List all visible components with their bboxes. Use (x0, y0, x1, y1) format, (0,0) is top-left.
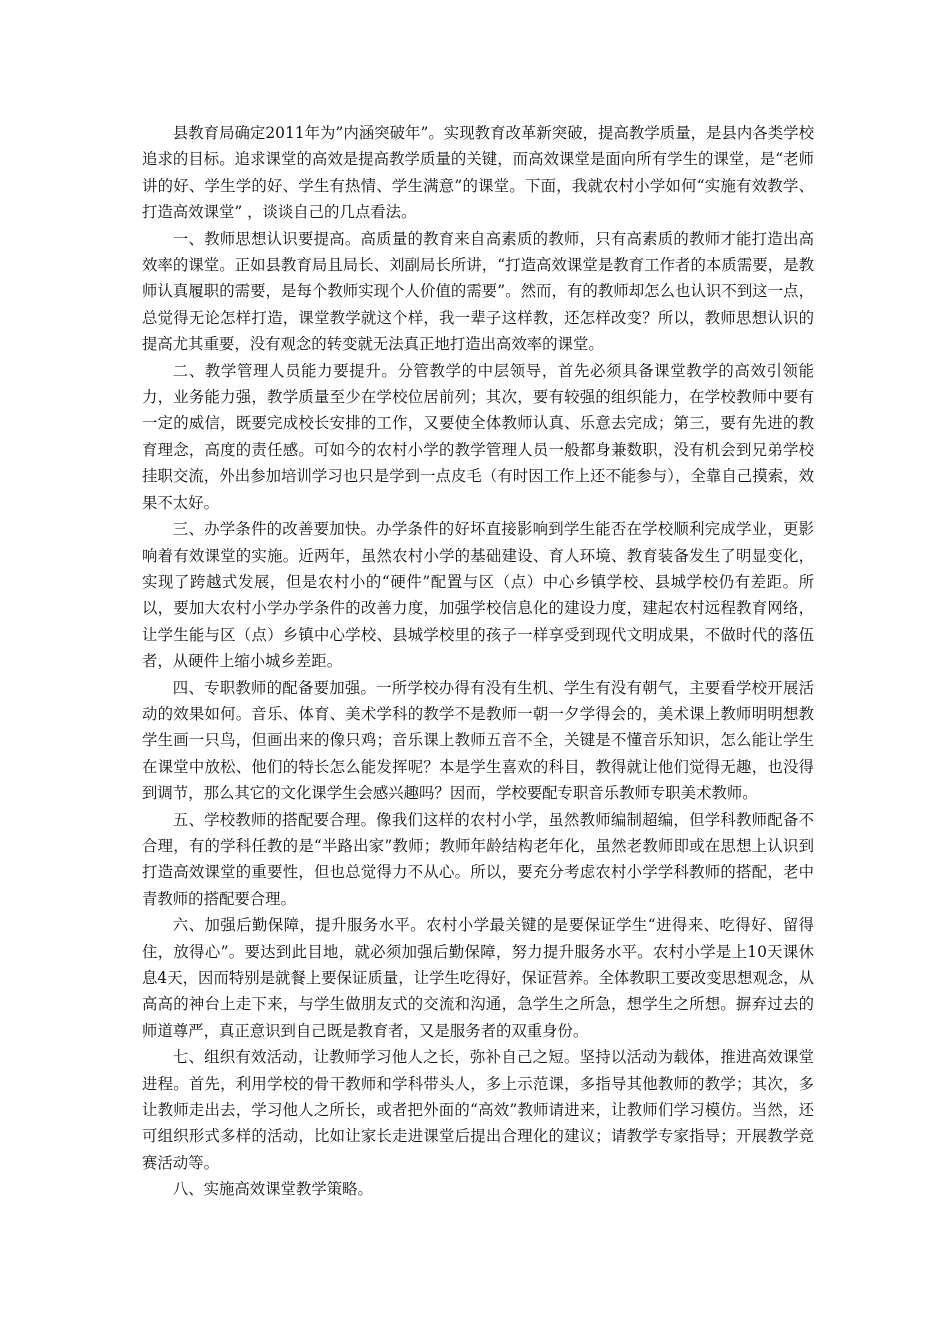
paragraph-point-3: 三、办学条件的改善要加快。办学条件的好坏直接影响到学生能否在学校顺利完成学业，更影响着有效课堂的实施。近两年，虽然农村小学的基础建设、育人环境、教育装备发生了明显变化，实现了跨越式发展，但是农村小的“硬件”配置与区（点）中心乡镇学校、县城学校仍有差距。所以，要加大农村小学办学条件的改善力度，加强学校信息化的建设力度，建起农村远程教育网络，让学生能与区（点）乡镇中心学校、县城学校里的孩子一样享受到现代文明成果，不做时代的落伍者，从硬件上缩小城乡差距。 (142, 520, 814, 671)
paragraph-intro: 县教育局确定2011年为”内涵突破年”。实现教育改革新突破，提高教学质量，是县内各类学校追求的目标。追求课堂的高效是提高教学质量的关键，而高效课堂是面向所有学生的课堂，是“老师讲的好、学生学的好、学生有热情、学生满意”的课堂。下面，我就农村小学如何“实施有效教学、打造高效课堂” ，谈谈自己的几点看法。 (142, 124, 814, 222)
paragraph-point-7: 七、组织有效活动，让教师学习他人之长，弥补自己之短。坚持以活动为载体，推进高效课堂进程。首先，利用学校的骨干教师和学科带头人，多上示范课，多指导其他教师的教学；其次，多让教师走出去，学习他人之所长，或者把外面的“高效”教师请进来，让教师们学习模仿。当然，还可组织形式多样的活动，比如让家长走进课堂后提出合理化的建议；请教学专家指导；开展教学竞赛活动等。 (142, 1048, 814, 1172)
paragraph-point-4: 四、专职教师的配备要加强。一所学校办得有没有生机、学生有没有朝气，主要看学校开展活动的效果如何。音乐、体育、美术学科的教学不是教师一朝一夕学得会的，美术课上教师明明想教学生画一只鸟，但画出来的像只鸡；音乐课上教师五音不全，关键是不懂音乐知识，怎么能让学生在课堂中放松、他们的特长怎么能发挥呢？本是学生喜欢的科目，教得就让他们觉得无趣，也没得到调节，那么其它的文化课学生会感兴趣吗？因而，学校要配专职音乐教师专职美术教师。 (142, 678, 814, 803)
paragraph-point-5: 五、学校教师的搭配要合理。像我们这样的农村小学，虽然教师编制超编，但学科教师配备不合理，有的学科任教的是“半路出家”教师；教师年龄结构老年化，虽然老教师即或在思想上认识到打造高效课堂的重要性，但也总觉得力不从心。所以，要充分考虑农村小学学科教师的搭配，老中青教师的搭配要合理。 (142, 810, 814, 908)
paragraph-point-1: 一、教师思想认识要提高。高质量的教育来自高素质的教师，只有高素质的教师才能打造出高效率的课堂。正如县教育局且局长、刘副局长所讲，“打造高效课堂是教育工作者的本质需要，是教师认真履职的需要，是每个教师实现个人价值的需要”。然而，有的教师却怎么也认识不到这一点，总觉得无论怎样打造，课堂教学就这个样，我一辈子这样教，还怎样改变？所以，教师思想认识的提高尤其重要，没有观念的转变就无法真正地打造出高效率的课堂。 (142, 229, 814, 354)
paragraph-point-8: 八、实施高效课堂教学策略。 (172, 1180, 373, 1199)
document-body (142, 120, 814, 1203)
paragraph-point-6: 六、加强后勤保障，提升服务水平。农村小学最关键的是要保证学生“进得来、吃得好、留得住，放得心”。要达到此目地，就必须加强后勤保障，努力提升服务水平。农村小学是上10天课休息4天，因而特别是就餐上要保证质量，让学生吃得好，保证营养。全体教职工要改变思想观念，从高高的神台上走下来，与学生做朋友式的交流和沟通，急学生之所急，想学生之所想。摒弃过去的师道尊严，真正意识到自己既是教育者，又是服务者的双重身份。 (142, 916, 814, 1040)
paragraph-point-2: 二、教学管理人员能力要提升。分管教学的中层领导，首先必须具备课堂教学的高效引领能力，业务能力强，教学质量至少在学校位居前列；其次，要有较强的组织能力，在学校教师中要有一定的威信，既要完成校长安排的工作，又要使全体教师认真、乐意去完成；第三，要有先进的教育理念，高度的责任感。可如今的农村小学的教学管理人员一般都身兼数职，没有机会到兄弟学校挂职交流，外出参加培训学习也只是学到一点皮毛（有时因工作上还不能参与），全靠自己摸索，效果不太好。 (142, 361, 814, 512)
